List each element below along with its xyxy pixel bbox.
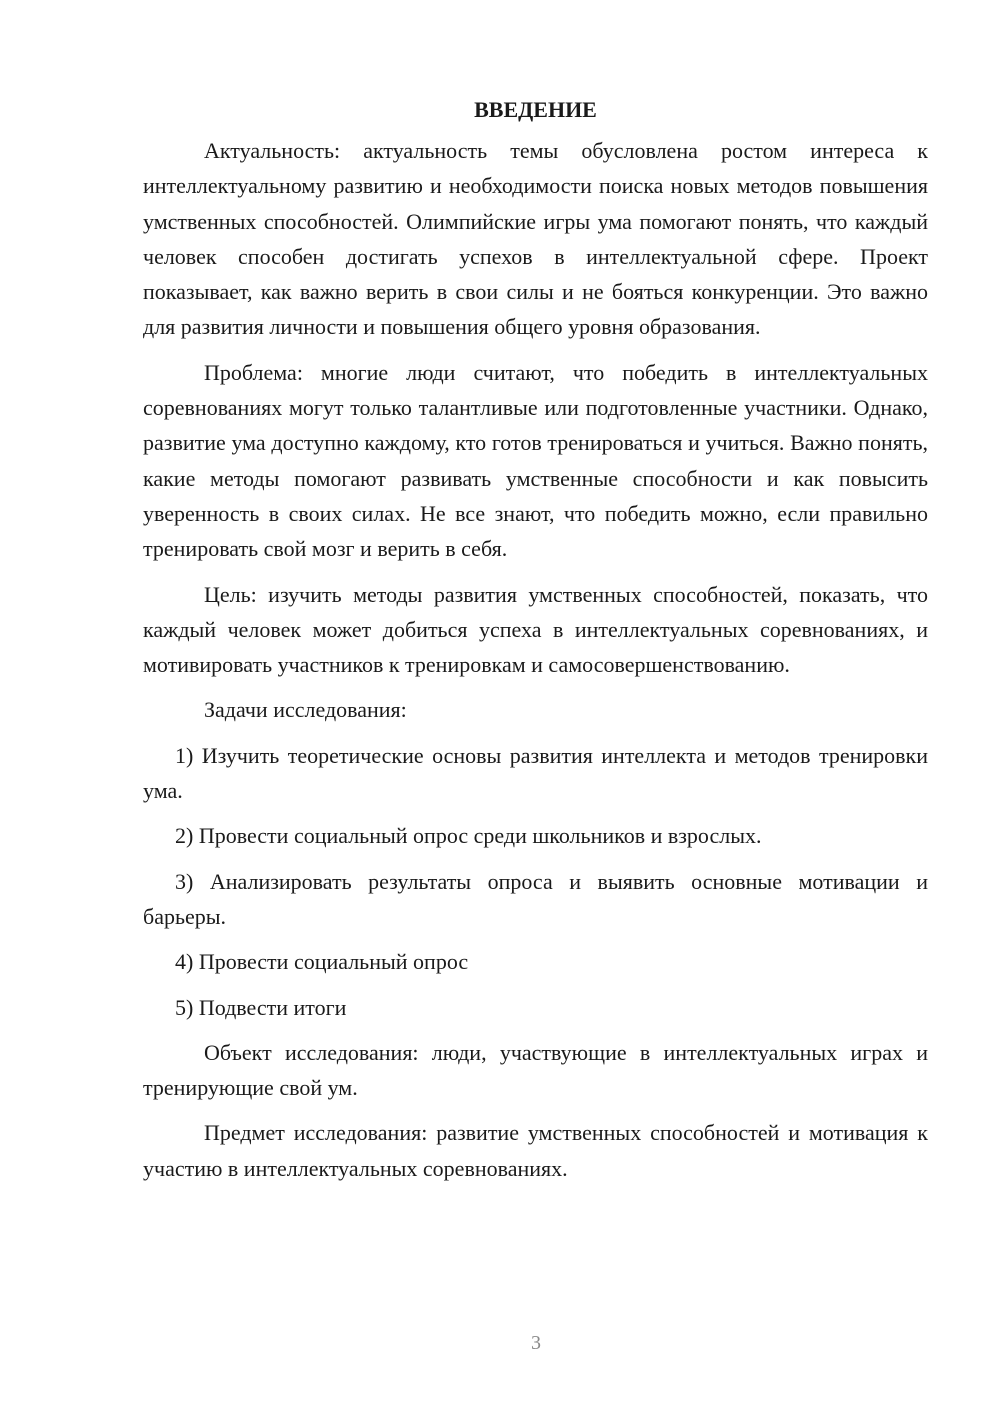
paragraph-object: Объект исследования: люди, участвующие в интеллектуальных играх и тренирующие свой ум. [143,1039,928,1101]
task-item-3: 3) Анализировать результаты опроса и выявить основные мотивации и барьеры. [143,868,928,929]
section-heading: ВВЕДЕНИЕ [474,97,597,122]
tasks-heading: Задачи исследования: [204,697,407,723]
paragraph-problem: Проблема: многие люди считают, что победить в интеллектуальных соревнованиях могут только талантливые или подготовленные участники. Однако, развитие ума доступно каждому, кто готов тренироваться и учиться. Важно понять, какие методы помогают развивать умственные способности и как повысить уверенность в своих силах. Не все знают, что победить можно, если правильно тренировать свой мозг и верить в себя. [143,359,928,562]
page-number: 3 [531,1332,541,1354]
paragraph-subject: Предмет исследования: развитие умственных способностей и мотивация к участию в интеллектуальных соревнованиях. [143,1120,928,1181]
document-page [143,92,928,1186]
paragraph-relevance: Актуальность: актуальность темы обусловлена ростом интереса к интеллектуальному развитию и необходимости поиска новых методов повышения умственных способностей. Олимпийские игры ума помогают понять, что каждый человек способен достигать успехов в интеллектуальной сфере. Проект показывает, как важно верить в свои силы и не бояться конкуренции. Это важно для развития личности и повышения общего уровня образования. [143,138,928,340]
task-item-1: 1) Изучить теоретические основы развития интеллекта и методов тренировки ума. [143,742,928,804]
task-item-4: 4) Провести социальный опрос [175,949,469,975]
task-item-2: 2) Провести социальный опрос среди школьников и взрослых. [175,823,762,849]
task-item-5: 5) Подвести итоги [175,994,347,1020]
paragraph-goal: Цель: изучить методы развития умственных способностей, показать, что каждый человек может добиться успеха в интеллектуальных соревнованиях, и мотивировать участников к тренировкам и самосовершенствованию. [143,581,928,678]
